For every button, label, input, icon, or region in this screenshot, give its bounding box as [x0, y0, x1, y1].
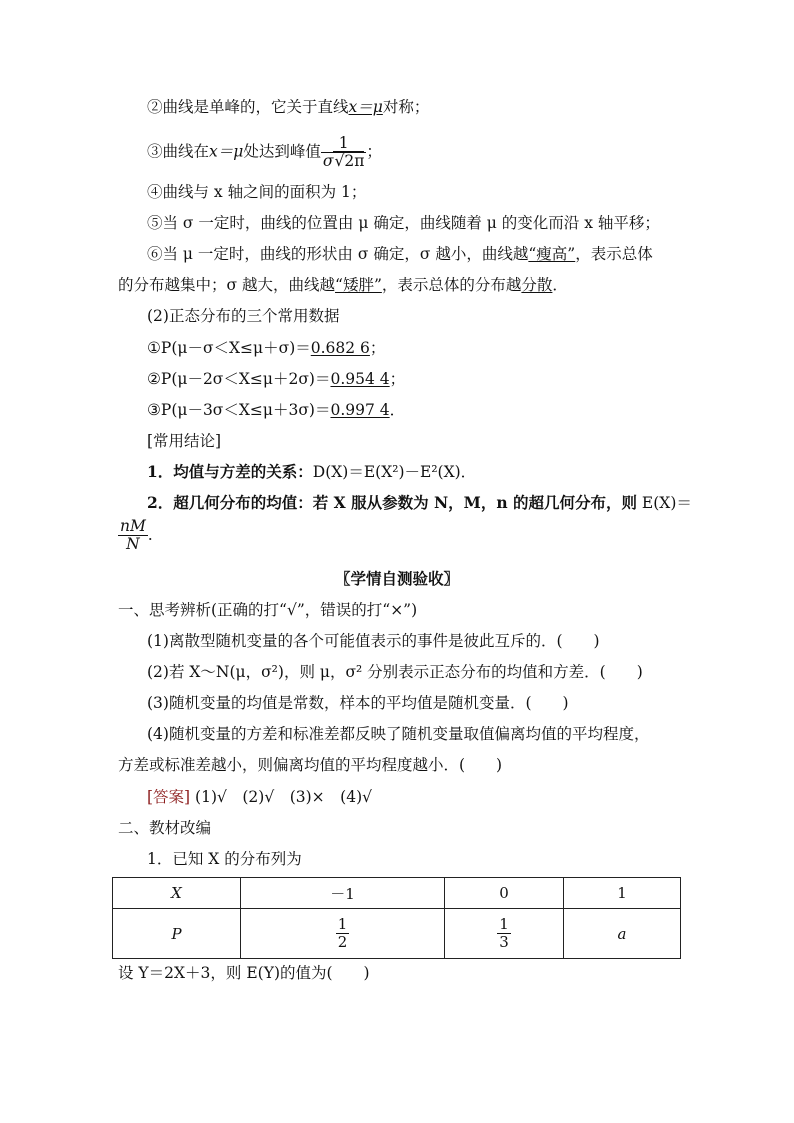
denominator: σ√2π — [322, 152, 365, 170]
peak-fraction — [321, 135, 367, 170]
table-cell: 0 — [445, 878, 564, 909]
distribution-table — [112, 877, 681, 959]
table-cell: －1 — [241, 878, 445, 909]
table-row — [113, 878, 681, 909]
question-1: (1)离散型随机变量的各个可能值表示的事件是彼此互斥的．( ) — [147, 632, 600, 650]
text: 对称； — [382, 98, 430, 116]
question-4-line2: 方差或标准差越小，则偏离均值的平均程度越小．( ) — [118, 756, 503, 774]
table-cell: X — [113, 878, 241, 909]
table-cell — [241, 909, 445, 959]
table-row — [113, 909, 681, 959]
table-cell — [445, 909, 564, 959]
answer-line — [147, 787, 372, 807]
table-cell: 1 — [564, 878, 681, 909]
property-5: ⑤当 σ 一定时，曲线的位置由 μ 确定，曲线随着 μ 的变化而沿 x 轴平移； — [147, 214, 660, 232]
question-2: (2)若 X～N(μ，σ²)，则 μ，σ² 分别表示正态分布的均值和方差．( ) — [147, 663, 643, 681]
hypergeometric-mean-fraction: $\frac{nM}{N}$ — [120, 517, 146, 553]
conclusion-2-fraction: $\frac{nM}{N}$ ． — [120, 517, 164, 553]
conclusion-1: 1．均值与方差的关系：D(X)＝E(X²)－E²(X)． — [147, 462, 477, 481]
exercise-1-question: 设 Y＝2X＋3，则 E(Y)的值为( ) — [118, 964, 370, 982]
text: ③曲线在 — [147, 142, 210, 161]
fill-answer: 0.954 4 — [330, 370, 390, 388]
fill-answer: 0.997 4 — [330, 401, 390, 419]
equation: x＝μ — [209, 142, 244, 161]
property-6-line2: 的分布越集中；σ 越大，曲线越“矮胖”，表示总体的分布越分散． — [118, 276, 568, 294]
property-6-line1: ⑥当 μ 一定时，曲线的形状由 σ 确定，σ 越小，曲线越“瘦高”，表示总体 — [147, 245, 653, 263]
property-4: ④曲线与 x 轴之间的面积为 1； — [147, 183, 367, 201]
underlined-term: 分散 — [521, 276, 553, 294]
table-cell: P — [113, 909, 241, 959]
exercise-1: 1．已知 X 的分布列为 — [147, 850, 302, 868]
conclusion-2: 2．超几何分布的均值：若 X 服从参数为 N，M，n 的超几何分布，则 E(X)＝ — [147, 493, 692, 512]
table-cell: a — [564, 909, 681, 959]
underlined-term: “瘦高” — [528, 245, 576, 263]
data-1: ①P(μ－σ＜X≤μ＋σ)＝0.682 6； — [147, 339, 386, 357]
text: ； — [366, 142, 382, 161]
fill-answer: 0.682 6 — [310, 339, 370, 357]
equation: x＝μ — [348, 98, 383, 116]
question-4-line1: (4)随机变量的方差和标准差都反映了随机变量取值偏离均值的平均程度， — [147, 725, 650, 743]
property-3 — [147, 135, 382, 170]
fraction: $\frac{1}{3}$ — [499, 915, 509, 951]
section-2-heading: 二、教材改编 — [118, 819, 212, 837]
answer-values: (1)√ (2)√ (3)× (4)√ — [195, 788, 372, 806]
question-3: (3)随机变量的均值是常数，样本的平均值是随机变量．( ) — [147, 694, 569, 712]
data-3: ③P(μ－3σ＜X≤μ＋3σ)＝0.997 4． — [147, 401, 406, 419]
underlined-term: “矮胖” — [335, 276, 382, 294]
answer-label: [答案] — [147, 788, 191, 806]
section-title: 〖学情自测验收〗 — [334, 569, 459, 588]
question-heading: 一、思考辨析(正确的打“√”，错误的打“×”) — [118, 601, 418, 619]
subheading-2: (2)正态分布的三个常用数据 — [147, 307, 340, 325]
text: 处达到峰值 — [243, 142, 321, 161]
conclusions-label: [常用结论] — [147, 432, 222, 450]
text: ②曲线是单峰的，它关于直线 — [147, 98, 349, 116]
fraction: $\frac{1}{2}$ — [337, 915, 348, 951]
property-2 — [147, 97, 429, 117]
numerator: 1 — [321, 135, 367, 153]
data-2: ②P(μ－2σ＜X≤μ＋2σ)＝0.954 4； — [147, 370, 406, 388]
